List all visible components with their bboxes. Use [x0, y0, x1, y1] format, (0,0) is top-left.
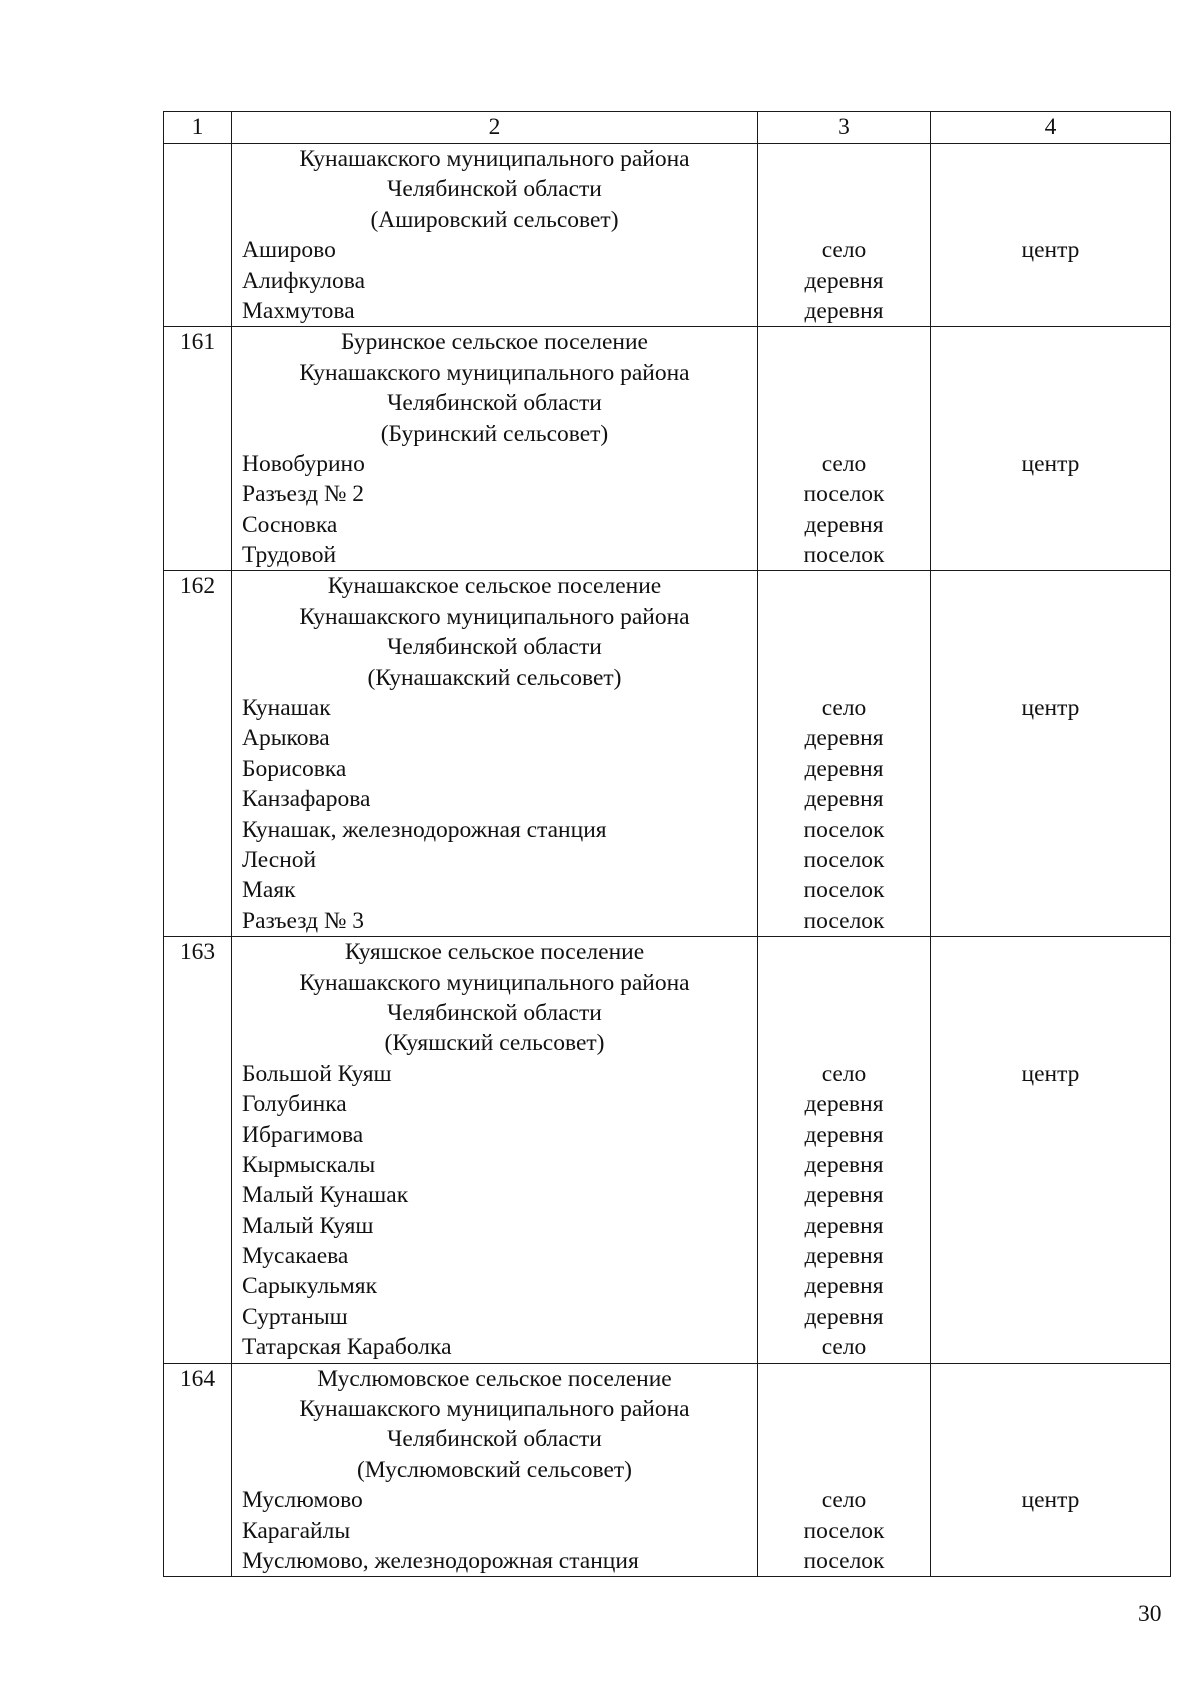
type-spacer [758, 571, 930, 601]
settlement-type-cell [758, 327, 931, 571]
settlements-table [163, 111, 1171, 1577]
municipality-title-line: Кунашакского муниципального района [299, 146, 690, 172]
settlement-status [931, 1150, 1170, 1180]
type-spacer [758, 998, 930, 1028]
type-spacer [758, 632, 930, 662]
settlement-name: Кырмыскалы [242, 1151, 376, 1178]
settlement-status [931, 1180, 1170, 1210]
settlement-name-cell [232, 937, 758, 1363]
header-cell-type: 3 [758, 112, 931, 144]
municipality-title-line: Куяшское сельское поселение [344, 939, 645, 966]
status-spacer [931, 1455, 1170, 1485]
municipality-title-line: (Муслюмовский сельсовет) [356, 1456, 632, 1483]
settlement-type: деревня [804, 725, 884, 752]
settlement-name: Большой Куяш [242, 1060, 392, 1087]
settlement-type: деревня [804, 1303, 884, 1330]
settlement-name: Разъезд № 2 [242, 481, 364, 508]
settlement-type: деревня [804, 1121, 884, 1148]
settlement-type: деревня [804, 1151, 884, 1178]
settlement-type: село [821, 1060, 867, 1087]
settlement-name: Карагайлы [242, 1517, 351, 1544]
municipality-title-line: Челябинской области [387, 176, 602, 203]
status-spacer [931, 327, 1170, 357]
settlement-name: Кунашак, железнодорожная станция [242, 816, 607, 843]
row-number-cell [164, 1363, 232, 1577]
settlement-name-cell [232, 571, 758, 937]
municipality-title-line: (Ашировский сельсовет) [370, 206, 619, 233]
row-number: 161 [179, 329, 216, 356]
table-row [164, 937, 1171, 1363]
settlement-type-cell [758, 937, 931, 1363]
settlement-status [931, 906, 1170, 936]
settlement-type: деревня [804, 1243, 884, 1270]
table-row [164, 571, 1171, 937]
settlement-type: деревня [804, 755, 884, 782]
status-spacer [931, 968, 1170, 998]
table-row [164, 1363, 1171, 1577]
municipality-title-line: Кунашакского муниципального района [299, 1396, 690, 1423]
settlement-type: поселок [803, 1517, 885, 1544]
settlement-status [931, 784, 1170, 814]
settlement-type: деревня [804, 1182, 884, 1209]
municipality-title-line: Челябинской области [387, 1426, 602, 1453]
settlement-type: село [821, 1334, 867, 1361]
settlement-status [931, 815, 1170, 845]
type-spacer [758, 358, 930, 388]
type-spacer [758, 1394, 930, 1424]
header-cell-name: 2 [232, 112, 758, 144]
table-row [164, 144, 1171, 327]
settlement-name: Малый Куяш [242, 1212, 374, 1239]
settlement-name-cell [232, 144, 758, 327]
settlement-type: поселок [803, 877, 885, 904]
type-spacer [758, 1424, 930, 1454]
municipality-title-line: (Кунашакский сельсовет) [367, 664, 622, 691]
type-spacer [758, 1455, 930, 1485]
type-spacer [758, 174, 930, 204]
settlement-type: деревня [804, 786, 884, 813]
settlement-status [931, 1516, 1170, 1546]
settlement-status [931, 479, 1170, 509]
settlement-status [931, 875, 1170, 905]
type-spacer [758, 602, 930, 632]
status-spacer [931, 1364, 1170, 1394]
settlement-type: поселок [803, 1547, 885, 1574]
settlement-type: деревня [804, 1273, 884, 1300]
settlement-status [931, 540, 1170, 570]
settlement-status [931, 723, 1170, 753]
settlement-name: Махмутова [242, 297, 355, 324]
municipality-title-line: Челябинской области [387, 999, 602, 1026]
settlement-name: Мусакаева [242, 1243, 349, 1270]
settlement-name: Суртаныш [242, 1303, 348, 1330]
status-spacer [931, 1394, 1170, 1424]
type-spacer [758, 1028, 930, 1058]
page-number: 30 [1138, 1601, 1162, 1627]
settlement-name: Малый Кунашак [242, 1182, 409, 1209]
settlement-type: поселок [803, 542, 885, 569]
settlement-type: деревня [804, 267, 884, 294]
status-spacer [931, 419, 1170, 449]
type-spacer [758, 205, 930, 235]
type-spacer [758, 1364, 930, 1394]
settlement-name-cell [232, 1363, 758, 1577]
settlement-name: Трудовой [242, 542, 337, 569]
settlement-name: Сосновка [242, 511, 338, 538]
type-spacer [758, 144, 930, 174]
settlement-name: Разъезд № 3 [242, 907, 364, 934]
settlement-type-cell [758, 1363, 931, 1577]
settlement-status [931, 1089, 1170, 1119]
municipality-title-line: Челябинской области [387, 634, 602, 661]
type-spacer [758, 968, 930, 998]
type-spacer [758, 388, 930, 418]
row-number: 164 [179, 1365, 216, 1392]
status-spacer [931, 602, 1170, 632]
municipality-title-line: Кунашакского муниципального района [299, 969, 690, 996]
settlement-name: Сарыкульмяк [242, 1273, 377, 1300]
status-spacer [931, 937, 1170, 967]
settlement-status [931, 754, 1170, 784]
header-cell-number: 1 [164, 112, 232, 144]
settlement-type: поселок [803, 907, 885, 934]
municipality-title-line: Челябинской области [387, 390, 602, 417]
municipality-title-line: Кунашакского муниципального района [299, 603, 690, 630]
municipality-title-line: Буринское сельское поселение [341, 329, 648, 356]
municipality-title-line: Кунашакское сельское поселение [327, 573, 662, 600]
settlement-name: Кунашак [242, 695, 331, 722]
settlement-name: Алифкулова [242, 267, 365, 294]
municipality-title-line: Муслюмовское сельское поселение [317, 1365, 672, 1392]
status-spacer [931, 144, 1170, 174]
settlement-type: поселок [803, 816, 885, 843]
settlement-status: центр [1021, 450, 1080, 477]
status-spacer [931, 1424, 1170, 1454]
settlement-status: центр [1021, 1060, 1080, 1087]
municipality-title-line: (Буринский сельсовет) [380, 420, 609, 447]
settlement-status [931, 845, 1170, 875]
settlement-type-cell [758, 144, 931, 327]
settlement-name: Муслюмово [242, 1487, 363, 1514]
status-spacer [931, 1028, 1170, 1058]
settlement-type: деревня [804, 297, 884, 324]
settlement-name-cell [232, 327, 758, 571]
row-number-cell [164, 144, 232, 327]
settlement-status [931, 1211, 1170, 1241]
type-spacer [758, 663, 930, 693]
row-number-cell [164, 327, 232, 571]
settlement-status-cell [931, 327, 1171, 571]
settlement-type-cell [758, 571, 931, 937]
settlement-name: Аширово [242, 237, 336, 264]
status-spacer [931, 205, 1170, 235]
settlement-name: Голубинка [242, 1091, 347, 1118]
row-number [164, 144, 231, 174]
settlement-type: село [821, 450, 867, 477]
settlement-type: деревня [804, 1212, 884, 1239]
settlement-name: Муслюмово, железнодорожная станция [242, 1547, 639, 1574]
settlement-name: Лесной [242, 846, 317, 873]
settlement-status: центр [1021, 237, 1080, 264]
settlement-name: Арыкова [242, 725, 330, 752]
settlement-status [931, 1241, 1170, 1271]
settlement-status [931, 1546, 1170, 1576]
settlement-type: село [821, 237, 867, 264]
settlement-type: поселок [803, 481, 885, 508]
type-spacer [758, 937, 930, 967]
settlement-name: Канзафарова [242, 786, 371, 813]
settlement-status-cell [931, 937, 1171, 1363]
row-number: 163 [179, 939, 216, 966]
settlement-status [931, 266, 1170, 296]
settlement-name: Татарская Караболка [242, 1334, 452, 1361]
status-spacer [931, 998, 1170, 1028]
status-spacer [931, 388, 1170, 418]
settlement-status [931, 1332, 1170, 1362]
type-spacer [758, 327, 930, 357]
settlement-status [931, 1271, 1170, 1301]
settlement-status [931, 1120, 1170, 1150]
row-number-cell [164, 937, 232, 1363]
status-spacer [931, 174, 1170, 204]
status-spacer [931, 663, 1170, 693]
settlement-type: деревня [804, 1091, 884, 1118]
settlement-status-cell [931, 144, 1171, 327]
settlement-name: Маяк [242, 877, 296, 904]
settlement-type: село [821, 695, 867, 722]
settlement-status: центр [1021, 1487, 1080, 1514]
settlement-status [931, 296, 1170, 326]
header-row [164, 112, 1171, 144]
municipality-title-line: Кунашакского муниципального района [299, 359, 690, 386]
type-spacer [758, 419, 930, 449]
settlement-type: село [821, 1487, 867, 1514]
settlement-type: поселок [803, 846, 885, 873]
status-spacer [931, 632, 1170, 662]
header-cell-status: 4 [931, 112, 1171, 144]
settlement-status: центр [1021, 695, 1080, 722]
row-number-cell [164, 571, 232, 937]
settlement-type: деревня [804, 511, 884, 538]
settlement-status [931, 1302, 1170, 1332]
settlement-name: Новобурино [242, 450, 365, 477]
row-number: 162 [179, 573, 216, 600]
settlement-status [931, 510, 1170, 540]
status-spacer [931, 358, 1170, 388]
settlement-status-cell [931, 1363, 1171, 1577]
table-row [164, 327, 1171, 571]
municipality-title-line: (Куяшский сельсовет) [384, 1030, 605, 1057]
settlement-name: Ибрагимова [242, 1121, 364, 1148]
settlement-name: Борисовка [242, 755, 347, 782]
settlement-status-cell [931, 571, 1171, 937]
status-spacer [931, 571, 1170, 601]
table-body [164, 112, 1171, 1577]
